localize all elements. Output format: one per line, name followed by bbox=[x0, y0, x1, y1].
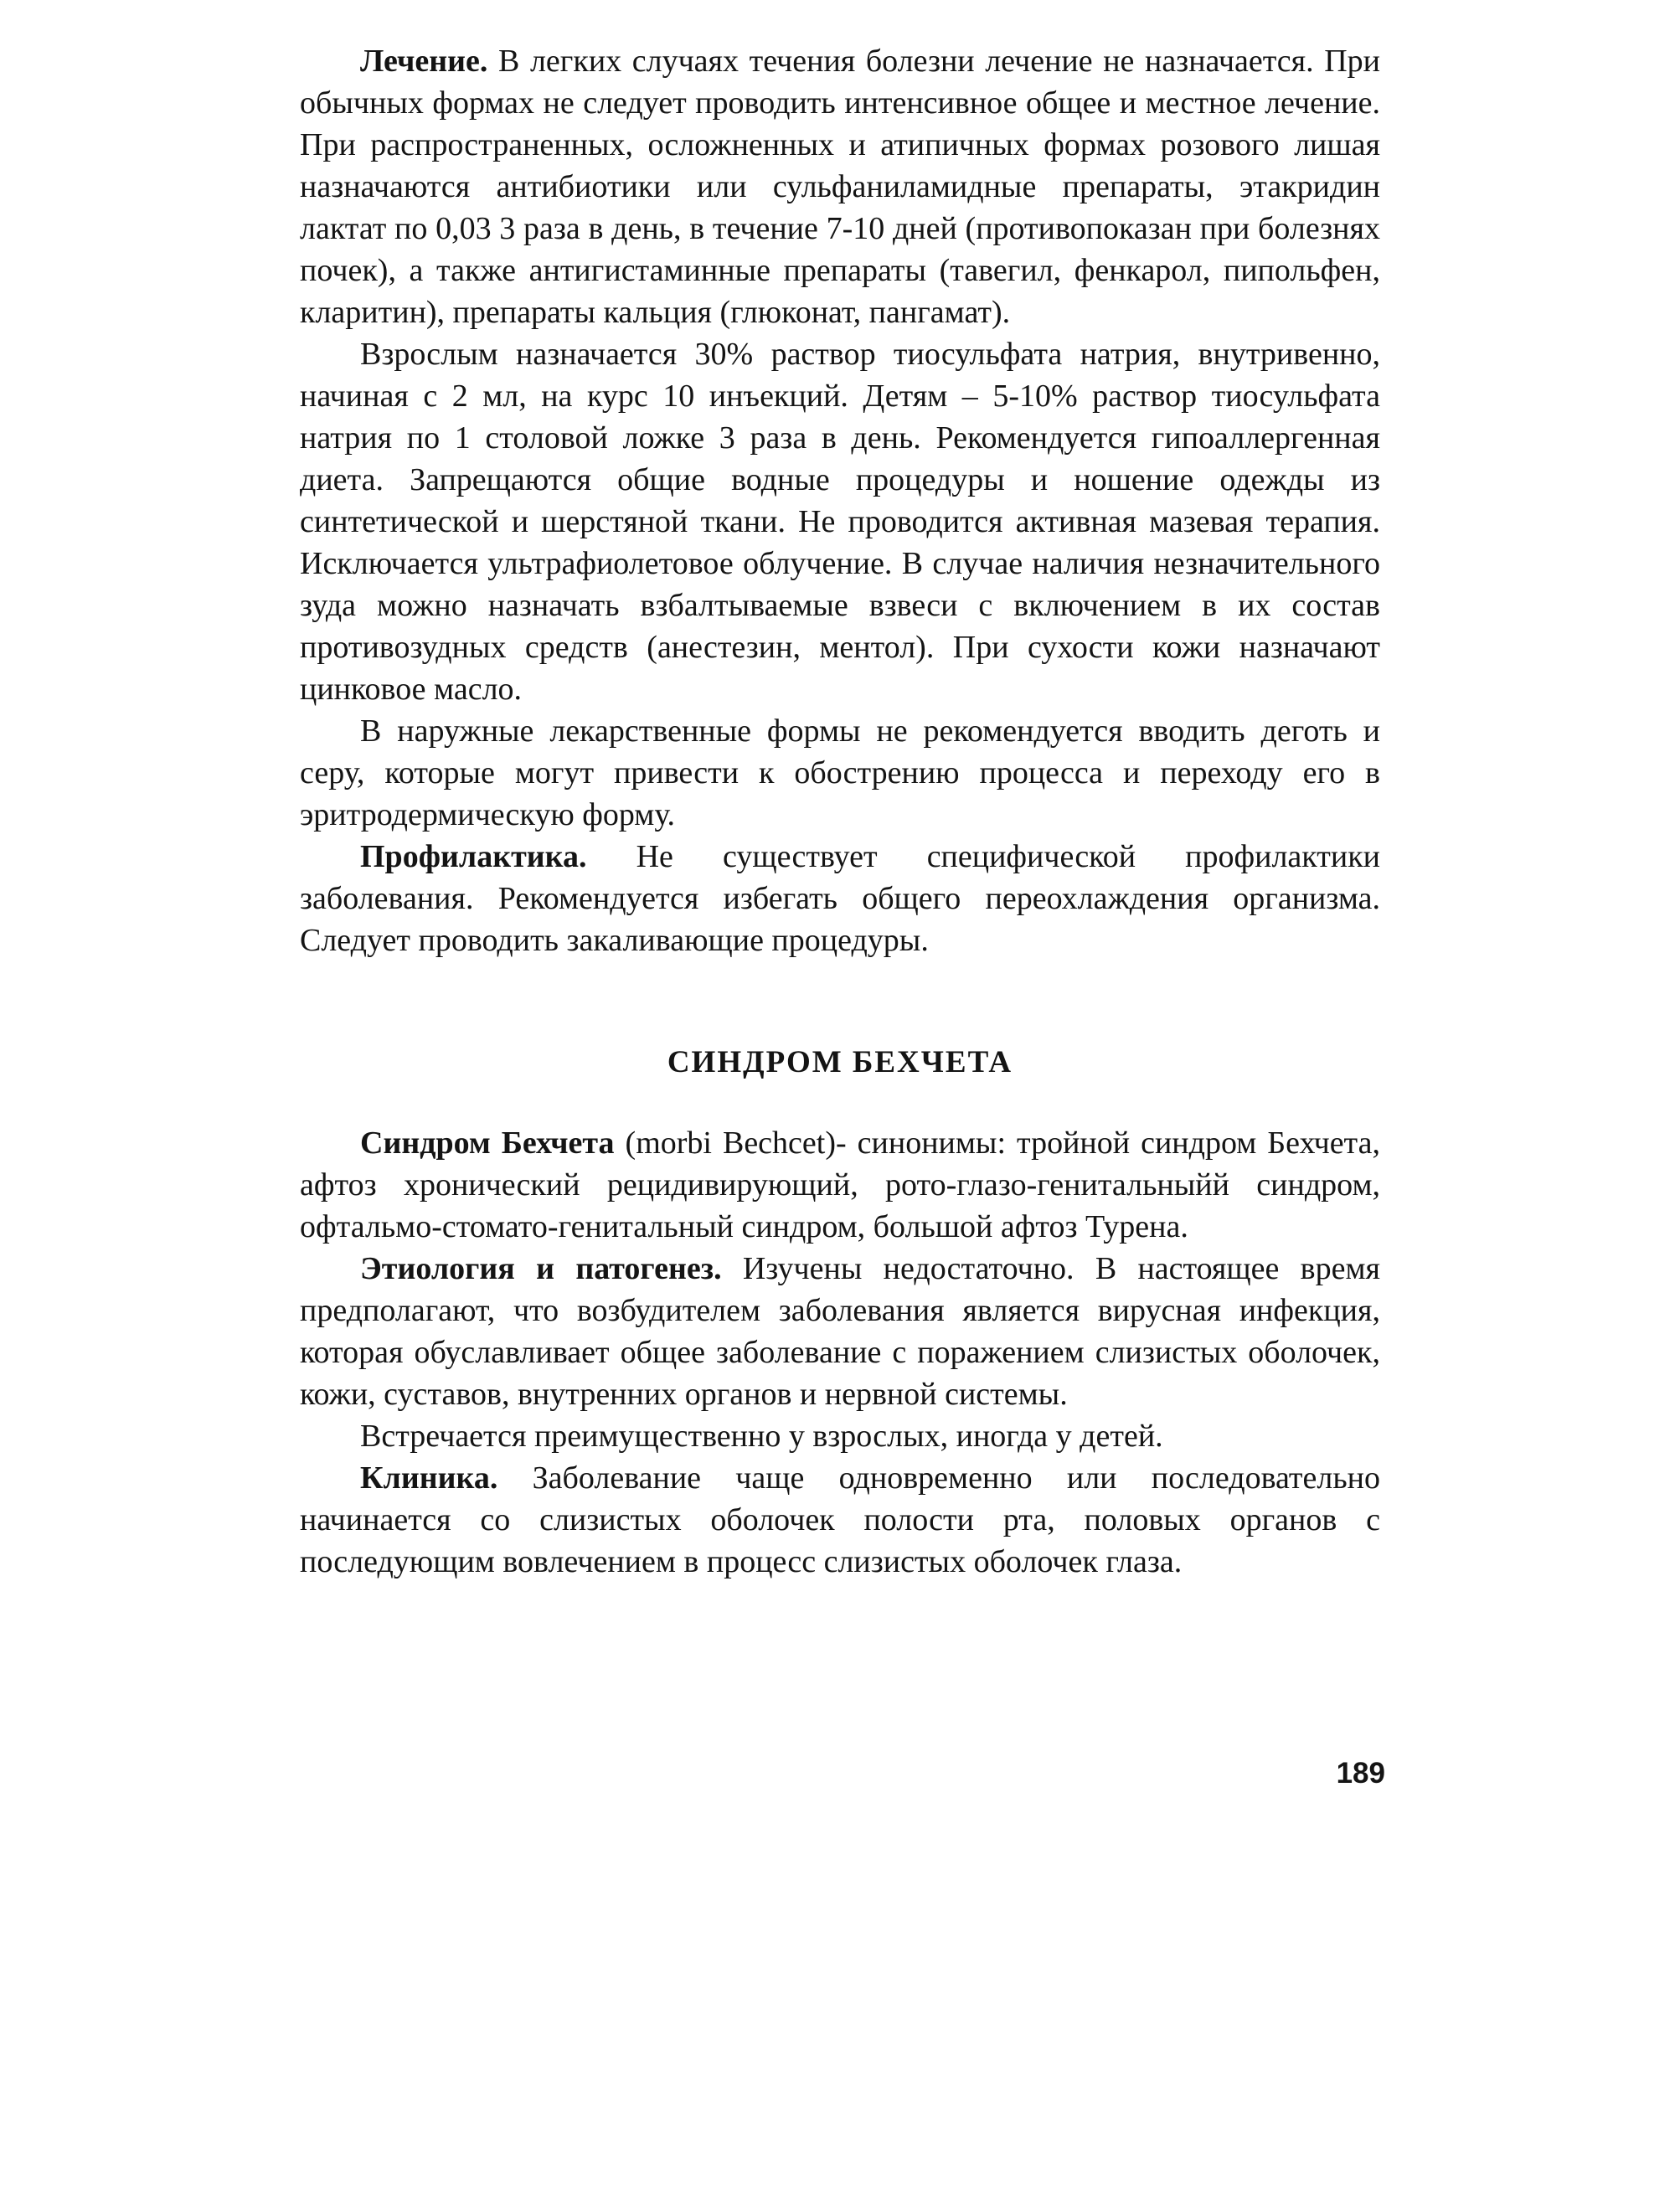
paragraph-text: (morbi Bechcet)- синонимы: тройной синдром Бехчета, афтоз хронический рецидивирующий, рото-глазо-генитальныйй синдром, офтальмо-стомато-генитальный синдром, большой афтоз Турена. bbox=[300, 1125, 1380, 1244]
paragraph-treatment bbox=[300, 40, 1380, 333]
paragraph-lead: Профилактика. bbox=[360, 839, 587, 874]
paragraph-text: В легких случаях течения болезни лечение не назначается. При обычных формах не следует проводить интенсивное общее и местное лечение. При распространенных, осложненных и атипичных формах розового лишая назначаются антибиотики или сульфаниламидные препараты, этакридин лактат по 0,03 3 раза в день, в течение 7-10 дней (противопоказан при болезнях почек), а также антигистаминные препараты (тавегил, фенкарол, пипольфен, кларитин), препараты кальция (глюконат, пангамат). bbox=[300, 44, 1380, 330]
paragraph-lead: Лечение. bbox=[360, 44, 488, 79]
paragraph-lead: Клиника. bbox=[360, 1460, 498, 1496]
section-heading: СИНДРОМ БЕХЧЕТА bbox=[667, 1045, 1013, 1079]
paragraph-external-forms bbox=[300, 710, 1380, 836]
paragraph-adult-therapy bbox=[300, 333, 1380, 710]
paragraph-clinic bbox=[300, 1457, 1380, 1583]
paragraph-lead: Этиология и патогенез. bbox=[360, 1251, 722, 1286]
paragraph-behcet-definition bbox=[300, 1122, 1380, 1248]
paragraph-text: В наружные лекарственные формы не рекомендуется вводить деготь и серу, которые могут привести к обострению процесса и переходу его в эритродермическую форму. bbox=[300, 713, 1380, 832]
paragraph-text: Взрослым назначается 30% раствор тиосульфата натрия, внутривенно, начиная с 2 мл, на курс 10 инъекций. Детям – 5-10% раствор тиосульфата натрия по 1 столовой ложке 3 раза в день. Рекомендуется гипоаллергенная диета. Запрещаются общие водные процедуры и ношение одежды из синтетической и шерстяной ткани. Не проводится активная мазевая терапия. Исключается ультрафиолетовое облучение. В случае наличия незначительного зуда можно назначать взбалтываемые взвеси с включением в их состав противозудных средств (анестезин, ментол). При сухости кожи назначают цинковое масло. bbox=[300, 337, 1380, 707]
paragraph-occurrence bbox=[300, 1415, 1380, 1457]
paragraph-lead: Синдром Бехчета bbox=[360, 1125, 615, 1161]
paragraph-text: Изучены недостаточно. В настоящее время предполагают, что возбудителем заболевания является вирусная инфекция, которая обуславливает общее заболевание с поражением слизистых оболочек, кожи, суставов, внутренних органов и нервной системы. bbox=[300, 1251, 1381, 1412]
paragraph-text: Встречается преимущественно у взрослых, иногда у детей. bbox=[360, 1419, 1163, 1454]
paragraph-text: Заболевание чаще одновременно или последовательно начинается со слизистых оболочек полости рта, половых органов с последующим вовлечением в процесс слизистых оболочек глаза. bbox=[300, 1460, 1380, 1579]
page-body-text bbox=[300, 40, 1380, 1583]
paragraph-etiology bbox=[300, 1248, 1380, 1415]
paragraph-prevention bbox=[300, 836, 1380, 961]
page-number: 189 bbox=[1336, 1757, 1385, 1790]
paragraph-text: Не существует специфической профилактики заболевания. Рекомендуется избегать общего переохлаждения организма. Следует проводить закаливающие процедуры. bbox=[300, 839, 1380, 958]
